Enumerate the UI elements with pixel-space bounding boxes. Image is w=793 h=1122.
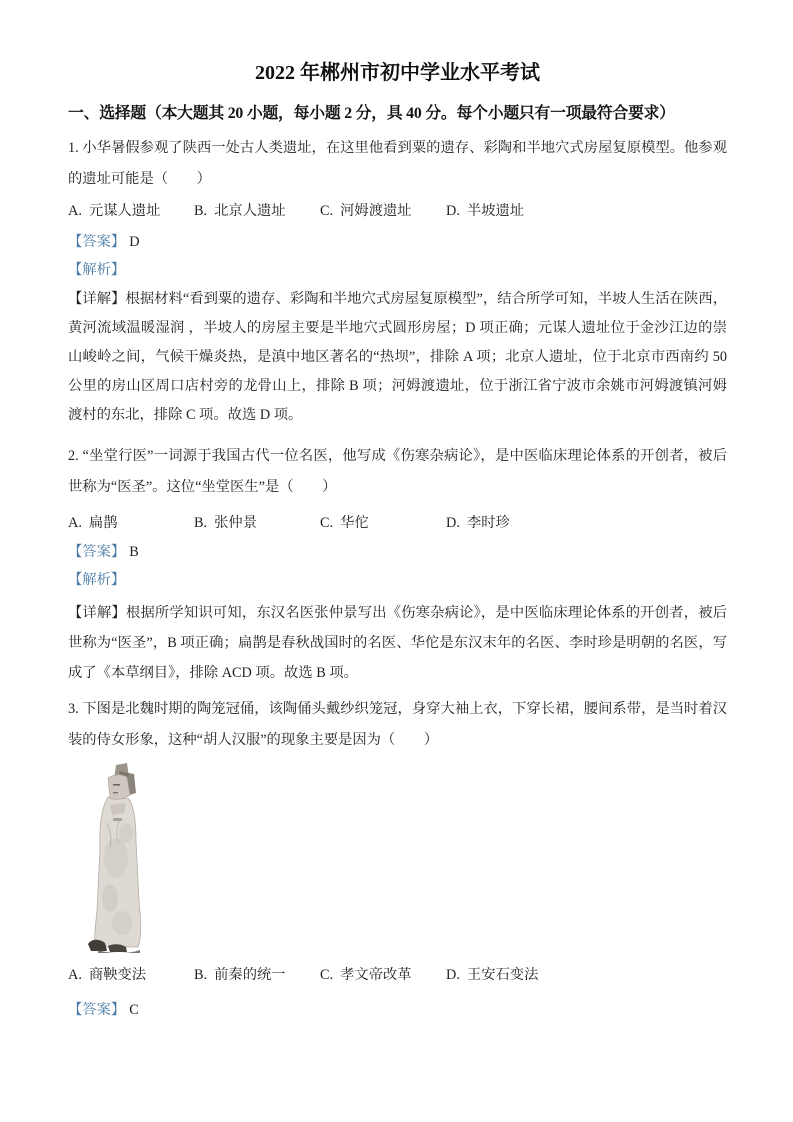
section-heading: 一、选择题（本大题其 20 小题，每小题 2 分，具 40 分。每个小题只有一项最符合要求） [68, 105, 675, 122]
option-text: 华佗 [340, 515, 369, 531]
question-3-options [68, 960, 727, 991]
option-text: 元谋人遗址 [88, 203, 161, 219]
question-2-answer-line [68, 537, 727, 568]
question-1-stem: 1. 小华暑假参观了陕西一处古人类遗址，在这里他看到粟的遗存、彩陶和半地穴式房屋复原模型。他参观的遗址可能是（ ） [68, 140, 727, 187]
option-label: D. [446, 515, 460, 531]
option-text: 李时珍 [466, 515, 510, 531]
question-3-option-a [68, 960, 194, 991]
option-text: 商鞅变法 [88, 967, 147, 983]
question-2-detail [68, 598, 727, 688]
question-3-stem: 3. 下图是北魏时期的陶笼冠俑，该陶俑头戴纱织笼冠，身穿大袖上衣，下穿长裙，腰间系带，是当时着汉装的侍女形象，这种“胡人汉服”的现象主要是因为（ ） [68, 701, 727, 748]
exam-title: 2022 年郴州市初中学业水平考试 [255, 62, 540, 84]
question-3-option-b [194, 960, 320, 991]
option-label: B. [194, 967, 208, 983]
question-2-stem: 2. “坐堂行医”一词源于我国古代一位名医，他写成《伤寒杂病论》，是中医临床理论体系的开创者，被后世称为“医圣”。这位“坐堂医生”是（ ） [68, 448, 727, 495]
question-2-option-a [68, 508, 194, 539]
option-text: 北京人遗址 [214, 203, 286, 219]
figurine-image [86, 763, 152, 955]
analysis-label: 【解析】 [68, 572, 126, 588]
question-1-option-b [194, 196, 320, 227]
question-3-option-c [320, 960, 446, 991]
option-label: A. [68, 203, 82, 219]
option-label: B. [194, 203, 208, 219]
question-2-option-d [446, 508, 727, 539]
figurine-photo-svg [86, 763, 152, 955]
option-label: D. [446, 203, 460, 219]
question-2-analysis-label [68, 565, 727, 596]
answer-label: 【答案】 [68, 1002, 126, 1018]
answer-label: 【答案】 [68, 234, 126, 250]
analysis-label: 【解析】 [68, 262, 126, 278]
option-label: A. [68, 967, 82, 983]
detail-label: 【详解】 [68, 291, 126, 307]
option-label: C. [320, 203, 334, 219]
question-1-detail [68, 285, 727, 430]
question-1-options [68, 196, 727, 227]
option-label: D. [446, 967, 460, 983]
option-text: 孝文帝改革 [340, 967, 412, 983]
answer-label: 【答案】 [68, 544, 126, 560]
answer-letter: C [129, 1002, 139, 1018]
question-1-option-c [320, 196, 446, 227]
detail-label: 【详解】 [68, 605, 126, 621]
detail-text: 根据所学知识可知，东汉名医张仲景写出《伤寒杂病论》，是中医临床理论体系的开创者，被后世称为“医圣”，B 项正确；扁鹊是春秋战国时的名医、华佗是东汉末年的名医、李时珍是明朝的名医，写成了《本草纲目》，排除 ACD 项。故选 B 项。 [68, 605, 727, 681]
question-2-options [68, 508, 727, 539]
question-3-answer-line [68, 995, 727, 1026]
question-1-option-d [446, 196, 727, 227]
option-text: 河姆渡遗址 [340, 203, 412, 219]
option-label: C. [320, 967, 334, 983]
question-1-option-a [68, 196, 194, 227]
option-text: 前秦的统一 [214, 967, 286, 983]
option-text: 半坡遗址 [466, 203, 525, 219]
question-2-option-b [194, 508, 320, 539]
question-2-option-c [320, 508, 446, 539]
option-text: 扁鹊 [88, 515, 118, 531]
question-1-analysis-label [68, 255, 727, 286]
answer-letter: D [129, 234, 140, 250]
option-label: B. [194, 515, 208, 531]
question-1-answer-line [68, 227, 727, 258]
option-text: 王安石变法 [466, 967, 539, 983]
answer-letter: B [129, 544, 139, 560]
option-text: 张仲景 [214, 515, 258, 531]
option-label: A. [68, 515, 82, 531]
detail-text: 根据材料“看到粟的遗存、彩陶和半地穴式房屋复原模型”，结合所学可知，半坡人生活在陕西，黄河流域温暖湿润 ，半坡人的房屋主要是半地穴式圆形房屋；D 项正确；元谋人遗址位于金沙江边的崇山峻岭之间，气候干燥炎热，是滇中地区著名的“热坝”，排除 A 项；北京人遗址，位于北京市西南约 50 公里的房山区周口店村旁的龙骨山上，排除 B 项；河姆渡遗址，位于浙江省宁波市余姚市河姆渡镇河姆渡村的东北，排除 C 项。故选 D 项。 [68, 291, 728, 423]
question-3-option-d [446, 960, 727, 991]
option-label: C. [320, 515, 334, 531]
